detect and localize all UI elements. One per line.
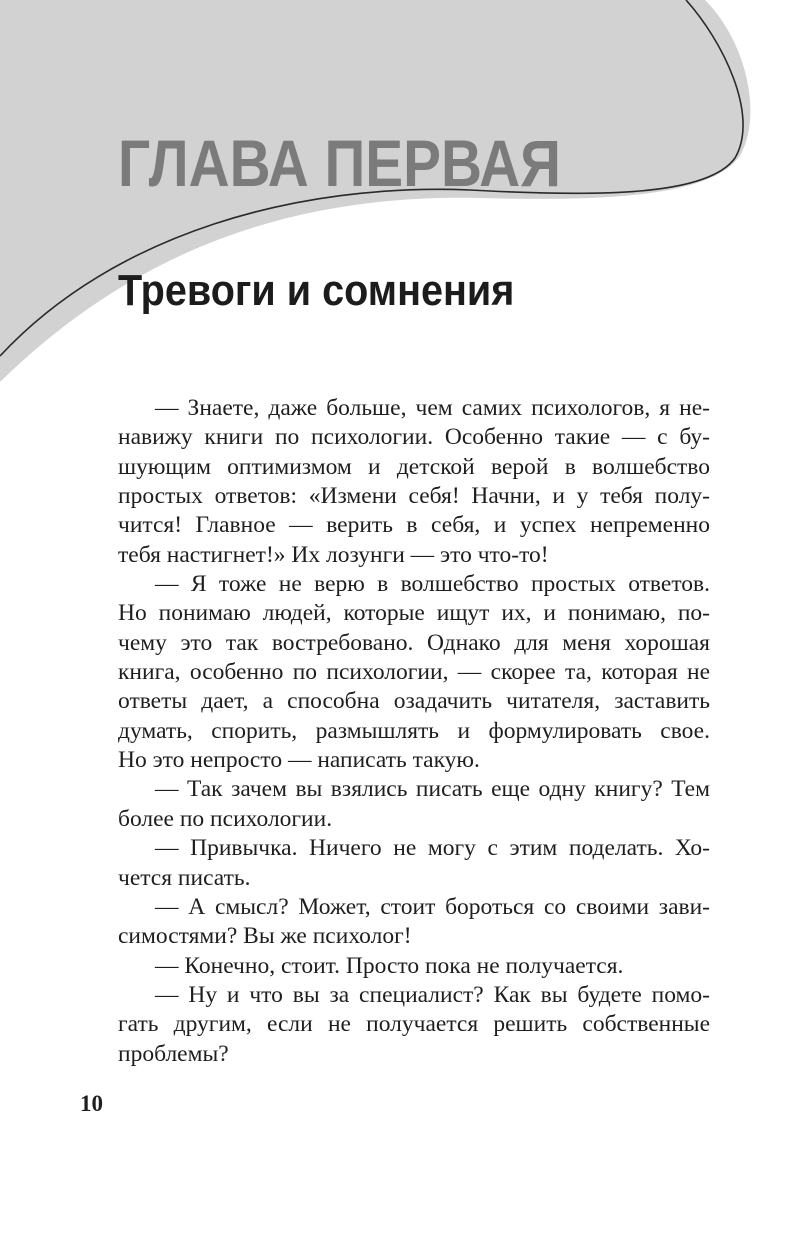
text-line: гать другим, если не получается решить собственные — [118, 1011, 710, 1038]
text-line: Но понимаю людей, которые ищут их, и понимаю, по- — [118, 600, 710, 627]
paragraph — [118, 834, 710, 893]
text-line: навижу книги по психологии. Особенно такие — с бу- — [118, 424, 710, 451]
text-line: более по психологии. — [118, 805, 333, 832]
text-line: — Я тоже не верю в волшебство простых ответов. — [155, 571, 710, 598]
text-line: думать, спорить, размышлять и формулировать свое. — [118, 717, 710, 744]
decorative-wave-shape — [0, 0, 798, 400]
text-line: чится! Главное — верить в себя, и успех непременно — [118, 512, 710, 539]
text-line: чему это так востребовано. Однако для меня хорошая — [118, 629, 710, 656]
paragraph — [118, 981, 710, 1069]
text-line: симостями? Вы же психолог! — [118, 923, 412, 950]
text-line: Но это непросто — написать такую. — [118, 747, 480, 774]
text-line: — Знаете, даже больше, чем самих психологов, я не- — [155, 395, 710, 421]
text-line: — Привычка. Ничего не могу с этим поделать. Хо- — [155, 835, 710, 862]
paragraph — [118, 570, 710, 775]
text-line: чется писать. — [118, 864, 251, 891]
text-line: ответы дает, а способна озадачить читателя, заставить — [118, 688, 710, 715]
text-line: простых ответов: «Измени себя! Начни, и у тебя полу- — [118, 483, 710, 510]
text-line: книга, особенно по психологии, — скорее та, которая не — [118, 659, 710, 686]
text-line: шующим оптимизмом и детской верой в волшебство — [118, 453, 710, 480]
text-line: — А смысл? Может, стоит бороться со своими зави- — [155, 893, 710, 920]
paragraph — [118, 394, 710, 570]
text-line: тебя настигнет!» Их лозунги — это что-то! — [118, 541, 549, 568]
text-line: — Ну и что вы за специалист? Как вы будете помо- — [155, 981, 710, 1008]
chapter-title: Тревоги и сомнения — [118, 266, 515, 315]
paragraph — [118, 952, 710, 981]
body-text — [118, 394, 710, 1069]
text-line: — Конечно, стоит. Просто пока не получается. — [155, 952, 624, 979]
chapter-label: ГЛАВА ПЕРВАЯ — [118, 126, 561, 200]
text-line: — Так зачем вы взялись писать еще одну книгу? Тем — [155, 776, 710, 803]
page-number: 10 — [80, 1091, 103, 1116]
paragraph — [118, 893, 710, 952]
paragraph — [118, 775, 710, 834]
text-line: проблемы? — [118, 1040, 229, 1067]
